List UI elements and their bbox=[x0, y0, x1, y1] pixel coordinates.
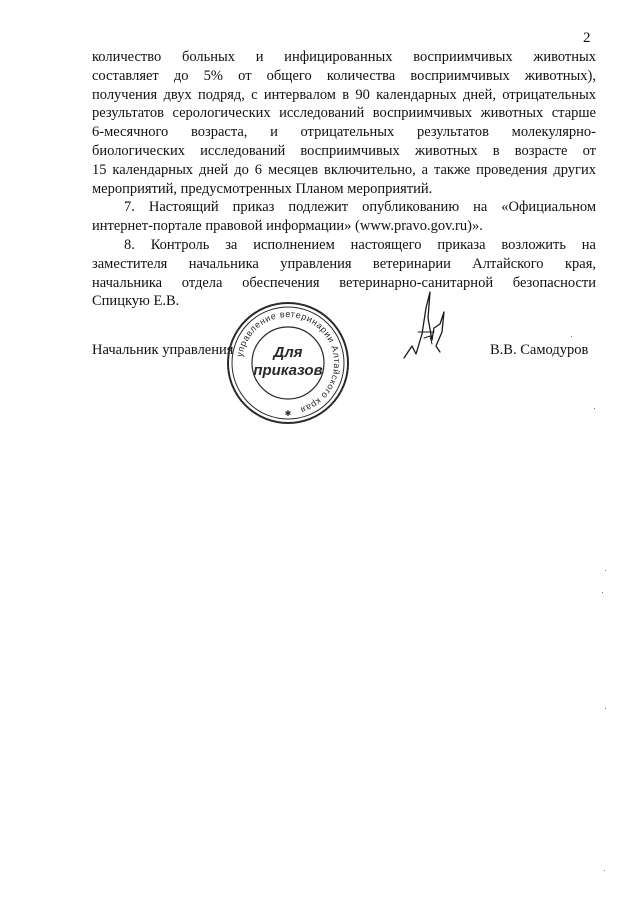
scan-speck bbox=[605, 708, 606, 709]
text-line: 8. Контроль за исполнением настоящего приказа возложить на bbox=[124, 236, 596, 253]
text-line: 7. Настоящий приказ подлежит опубликованию на «Официальном bbox=[124, 199, 596, 216]
text-line: Спицкую Е.В. bbox=[92, 293, 180, 310]
scan-speck bbox=[605, 570, 606, 571]
stamp-center-line2: приказов bbox=[253, 362, 323, 379]
text-line: мероприятий, предусмотренных Планом мероприятий. bbox=[92, 180, 433, 197]
text-line: начальника отдела обеспечения ветеринарно-санитарной безопасности bbox=[92, 274, 596, 291]
official-stamp bbox=[218, 300, 358, 426]
text-line: 15 календарных дней до 6 месяцев включительно, а также проведения других bbox=[92, 161, 596, 178]
text-line: 6-месячного возраста, и отрицательных результатов молекулярно- bbox=[92, 124, 596, 141]
text-line: составляет до 5% от общего количества восприимчивых животных), bbox=[92, 67, 596, 84]
signatory-name: В.В. Самодуров bbox=[490, 342, 589, 358]
text-line: интернет-портале правовой информации» (www.pravo.gov.ru)». bbox=[92, 218, 483, 235]
signatory-position: Начальник управления bbox=[92, 342, 234, 358]
text-line: биологических исследований восприимчивых животных в возрасте от bbox=[92, 142, 596, 159]
page-number: 2 bbox=[583, 30, 591, 46]
scan-speck bbox=[604, 870, 605, 871]
stamp-ring-text: управление ветеринарии Алтайского края bbox=[234, 308, 343, 416]
text-line: заместителя начальника управления ветеринарии Алтайского края, bbox=[92, 255, 596, 272]
text-line: получения двух подряд, с интервалом в 90 календарных дней, отрицательных bbox=[92, 86, 596, 103]
scan-speck bbox=[594, 408, 595, 409]
scan-speck bbox=[571, 336, 572, 337]
scan-speck bbox=[602, 592, 603, 593]
paragraph-continuation bbox=[92, 48, 596, 198]
text-line: количество больных и инфицированных восприимчивых животных bbox=[92, 49, 596, 65]
text-line: результатов серологических исследований восприимчивых животных старше bbox=[92, 105, 596, 122]
stamp-center-line1: Для bbox=[273, 344, 303, 361]
paragraph-item-7 bbox=[92, 198, 596, 236]
handwritten-signature bbox=[400, 288, 452, 370]
document-body bbox=[92, 48, 596, 311]
star-icon: ✱ bbox=[284, 409, 292, 418]
